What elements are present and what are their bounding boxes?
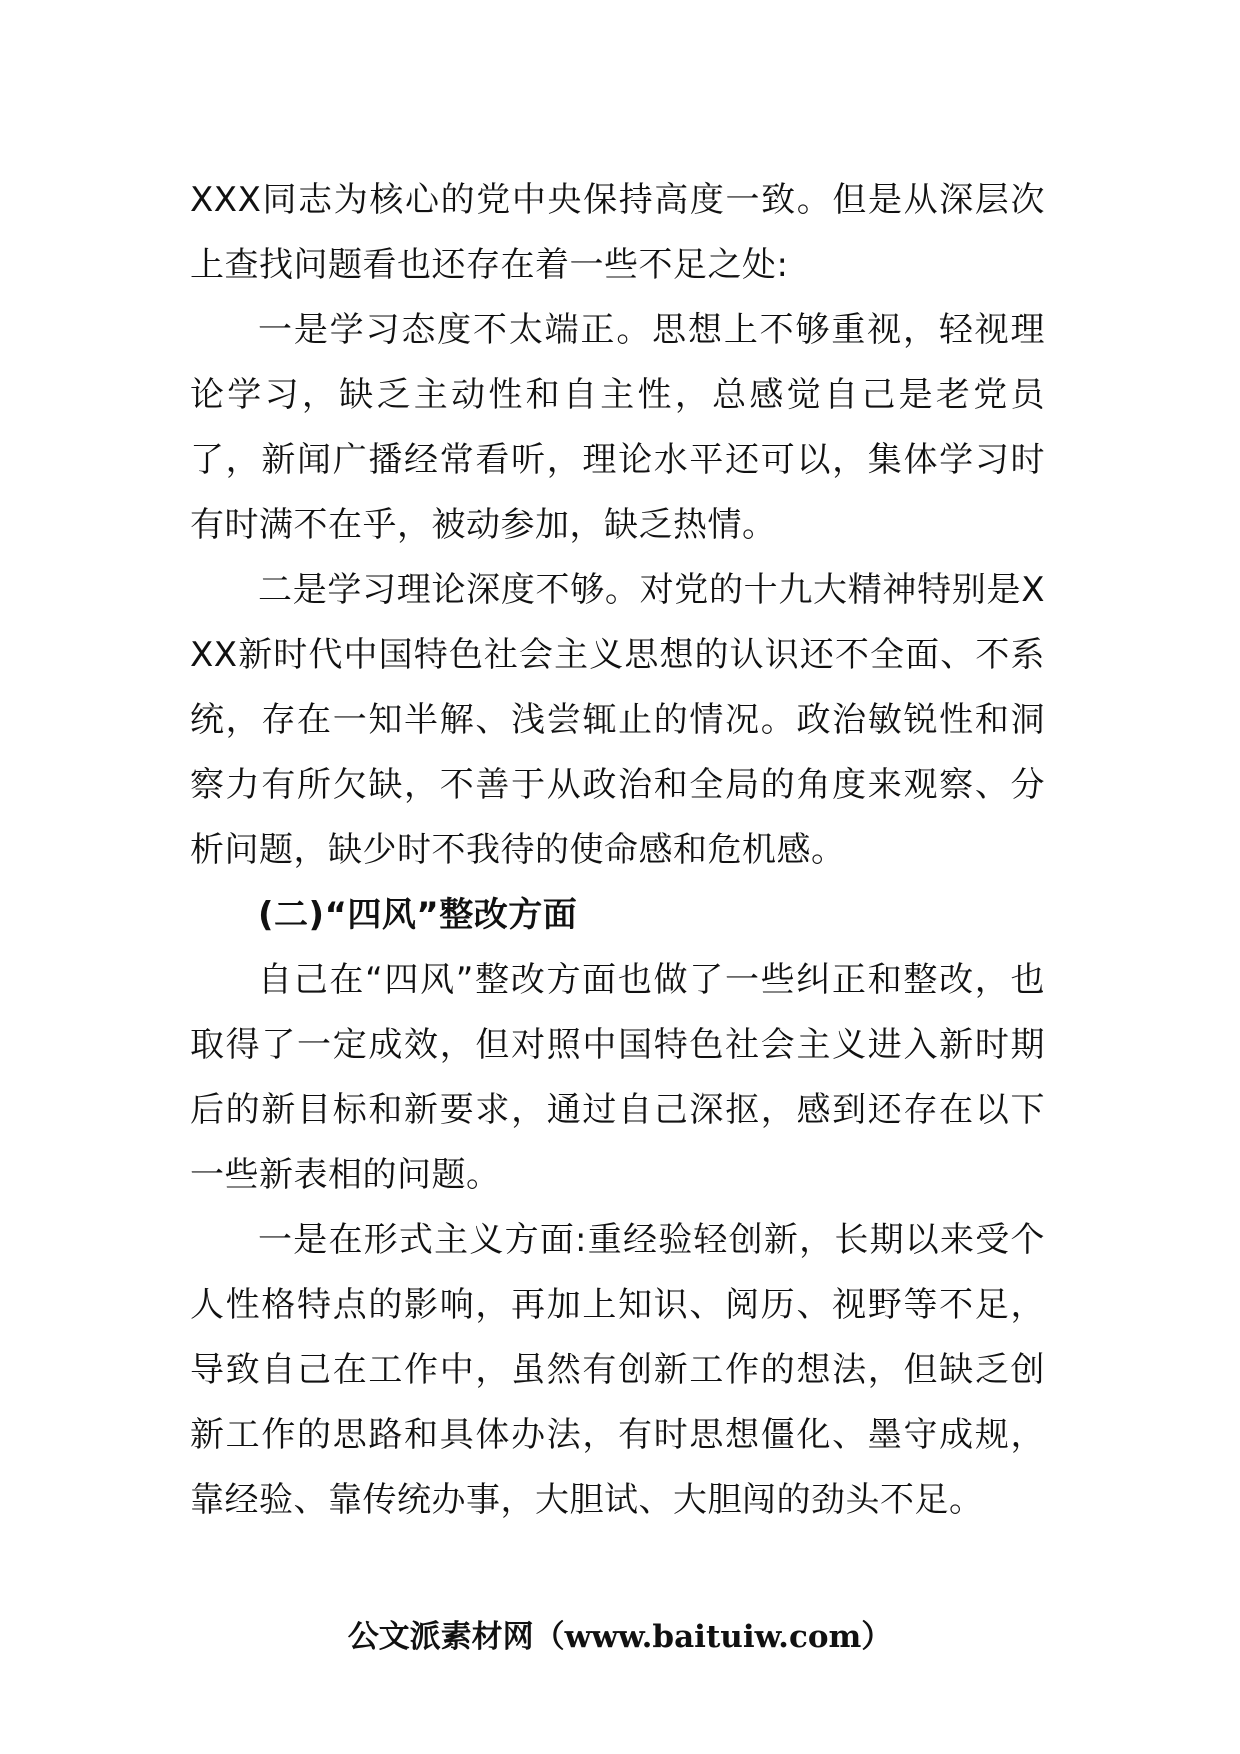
paragraph-theory-depth: 二是学习理论深度不够。对党的十九大精神特别是XXX新时代中国特色社会主义思想的认识还不全面、不系统，存在一知半解、浅尝辄止的情况。政治敏锐性和洞察力有所欠缺，不善于从政治和全局的角度来观察、分析问题，缺少时不我待的使命感和危机感。	[190, 570, 1045, 870]
section-heading-four-winds: (二)“四风”整改方面	[258, 895, 578, 935]
paragraph-study-attitude: 一是学习态度不太端正。思想上不够重视，轻视理论学习，缺乏主动性和自主性，总感觉自己是老党员了，新闻广播经常看听，理论水平还可以，集体学习时有时满不在乎，被动参加，缺乏热情。	[190, 310, 1045, 545]
paragraph-four-winds-intro: 自己在“四风”整改方面也做了一些纠正和整改，也取得了一定成效，但对照中国特色社会主义进入新时期后的新目标和新要求，通过自己深抠，感到还存在以下一些新表相的问题。	[190, 960, 1045, 1195]
document-body	[190, 168, 1045, 1533]
paragraph-formalism: 一是在形式主义方面:重经验轻创新，长期以来受个人性格特点的影响，再加上知识、阅历、视野等不足，导致自己在工作中，虽然有创新工作的想法，但缺乏创新工作的思路和具体办法，有时思想僵化、墨守成规，靠经验、靠传统办事，大胆试、大胆闯的劲头不足。	[190, 1220, 1045, 1520]
paragraph-continuation: XXX同志为核心的党中央保持高度一致。但是从深层次上查找问题看也还存在着一些不足之处:	[190, 180, 1045, 285]
footer-watermark: 公文派素材网（www.baituiw.com）	[347, 1619, 893, 1655]
